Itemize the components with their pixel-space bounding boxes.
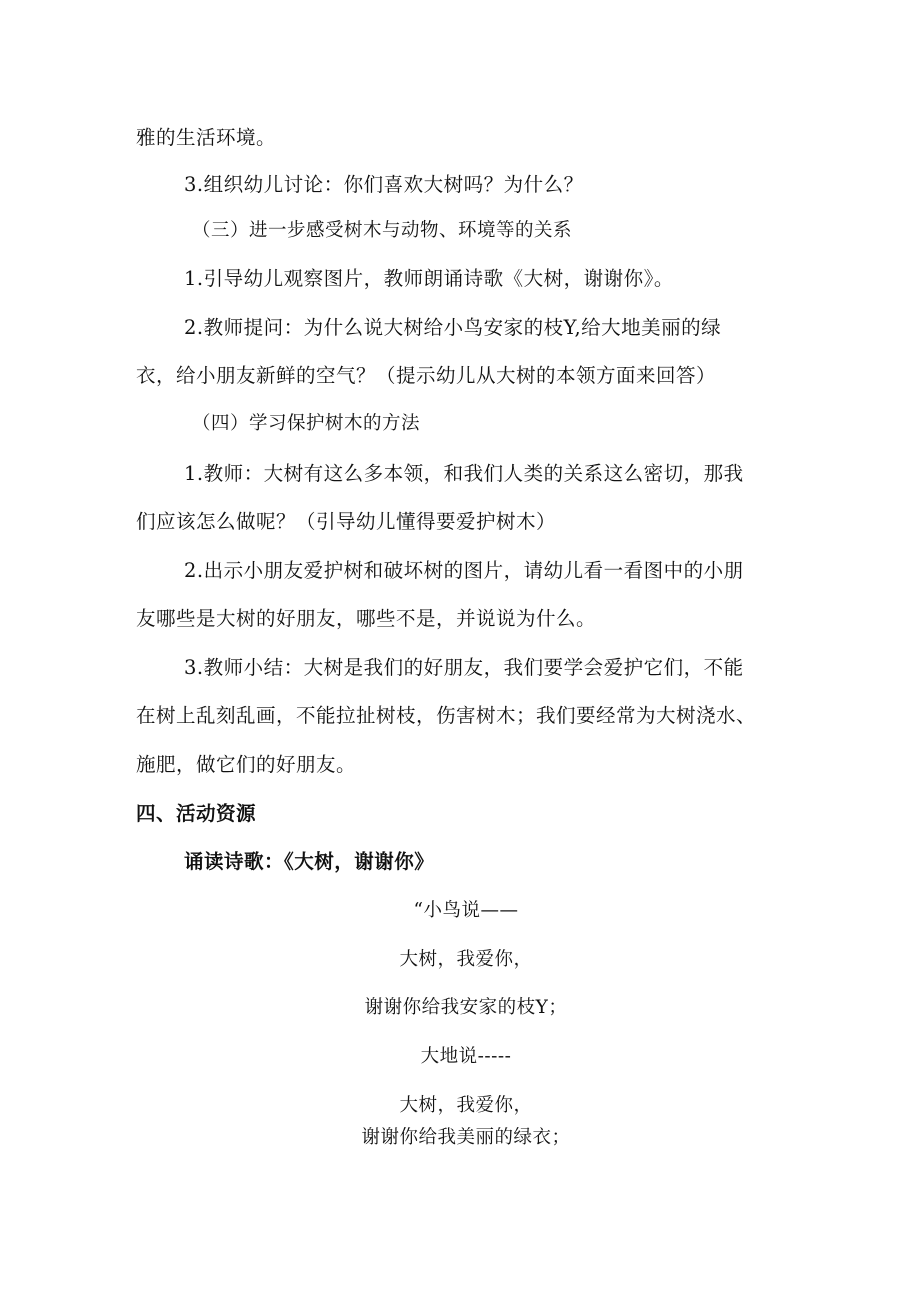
list-item: 2.出示小朋友爱护树和破坏树的图片，请幼儿看一看图中的小朋 (184, 559, 744, 582)
paragraph-line: 们应该怎么做呢？（引导幼儿懂得要爱护树木） (136, 510, 557, 533)
list-item: 1.引导幼儿观察图片，教师朗诵诗歌《大树，谢谢你》。 (184, 267, 674, 290)
poem-line: 谢谢你给我安家的枝Y； (364, 997, 568, 1018)
poem-line: “小鸟说—— (413, 900, 519, 921)
poem-line: 大树，我爱你， (399, 949, 533, 970)
poem-line: 大地说----- (420, 1046, 512, 1067)
section-heading-four: 四、活动资源 (136, 802, 257, 825)
list-item: 3.教师小结：大树是我们的好朋友，我们要学会爱护它们，不能 (184, 656, 744, 679)
paragraph-line: 友哪些是大树的好朋友，哪些不是，并说说为什么。 (136, 607, 597, 630)
poem-line: 谢谢你给我美丽的绿衣； (361, 1127, 571, 1148)
list-item: 1.教师：大树有这么多本领，和我们人类的关系这么密切，那我 (184, 462, 744, 485)
paragraph-line: 施肥，做它们的好朋友。 (136, 753, 357, 776)
paragraph-line: 衣，给小朋友新鲜的空气？（提示幼儿从大树的本领方面来回答） (136, 364, 717, 387)
list-item: 2.教师提问：为什么说大树给小鸟安家的枝Y,给大地美丽的绿 (184, 316, 722, 339)
paragraph-line: 雅的生活环境。 (136, 126, 277, 149)
section-heading: （四）学习保护树木的方法 (192, 413, 421, 434)
list-item: 3.组织幼儿讨论：你们喜欢大树吗？为什么？ (184, 173, 584, 196)
paragraph-line: 在树上乱刻乱画，不能拉扯树枝，伤害树木；我们要经常为大树浇水、 (136, 704, 757, 727)
poem-title: 诵读诗歌：《大树，谢谢你》 (184, 850, 435, 873)
poem-line: 大树，我爱你， (399, 1095, 533, 1116)
section-heading: （三）进一步感受树木与动物、环境等的关系 (192, 220, 573, 241)
